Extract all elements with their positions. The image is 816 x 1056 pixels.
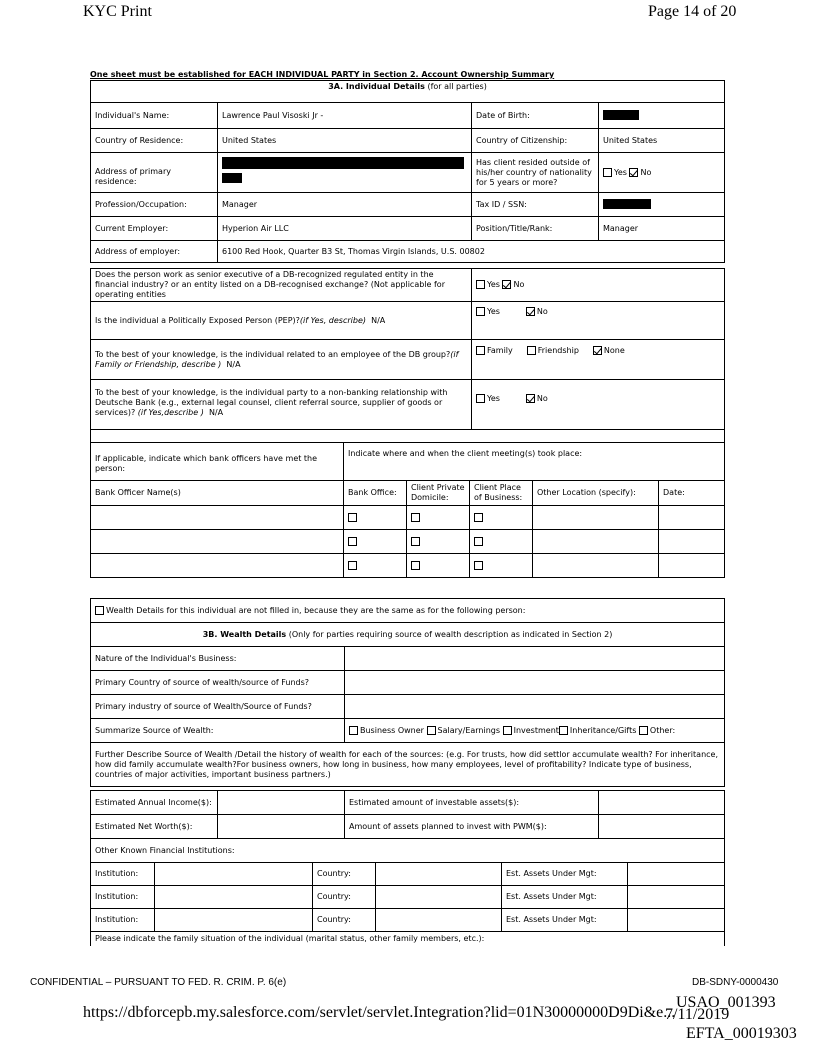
private-domicile-checkbox[interactable] — [411, 561, 420, 570]
place-of-business-checkbox[interactable] — [474, 561, 483, 570]
resided-answer — [599, 153, 725, 193]
resided-no-checkbox[interactable] — [629, 168, 638, 177]
no-label: No — [640, 167, 652, 177]
redaction-block — [222, 157, 464, 169]
est-assets-label: Est. Assets Under Mgt: — [502, 909, 628, 932]
bank-office-checkbox[interactable] — [348, 537, 357, 546]
wealth-same-checkbox[interactable] — [95, 606, 104, 615]
table-row — [91, 909, 725, 932]
institution-value[interactable] — [155, 886, 313, 909]
resided-question: Has client resided outside of his/her country of nationality for 5 years or more? — [472, 153, 599, 193]
address-label: Address of primary residence: — [91, 153, 218, 193]
est-assets-value[interactable] — [628, 886, 725, 909]
other-location-cell[interactable] — [533, 506, 659, 530]
dob-label: Date of Birth: — [472, 103, 599, 129]
institution-value[interactable] — [155, 909, 313, 932]
investable-value[interactable] — [599, 791, 725, 815]
pep-no-checkbox[interactable] — [526, 307, 535, 316]
col-date: Date: — [659, 481, 725, 506]
print-date: 7/11/2019 — [665, 1006, 730, 1023]
officer-name-cell[interactable] — [91, 506, 344, 530]
industry-source-value[interactable] — [345, 695, 725, 719]
yes-label: Yes — [487, 394, 500, 403]
page-number: Page 14 of 20 — [648, 3, 737, 20]
summarize-label: Summarize Source of Wealth: — [91, 719, 345, 743]
resided-yes-checkbox[interactable] — [603, 168, 612, 177]
individual-details-table — [90, 80, 725, 263]
place-of-business-checkbox[interactable] — [474, 537, 483, 546]
no-label: No — [536, 307, 548, 316]
position-value: Manager — [599, 217, 725, 241]
annual-income-label: Estimated Annual Income($): — [91, 791, 218, 815]
none-checkbox[interactable] — [593, 346, 602, 355]
est-assets-value[interactable] — [628, 863, 725, 886]
col-officer-name: Bank Officer Name(s) — [91, 481, 344, 506]
no-label: No — [536, 394, 548, 403]
nonbank-answer — [472, 380, 725, 430]
confidential-notice: CONFIDENTIAL – PURSUANT TO FED. R. CRIM. P. 6(e) — [30, 977, 287, 988]
employer-label: Current Employer: — [91, 217, 218, 241]
bank-office-checkbox[interactable] — [348, 513, 357, 522]
bates-number: DB-SDNY-0000430 — [692, 977, 779, 988]
country-source-label: Primary Country of source of wealth/source of Funds? — [91, 671, 345, 695]
name-value: Lawrence Paul Visoski Jr - — [218, 103, 472, 129]
investable-label: Estimated amount of investable assets($): — [345, 791, 599, 815]
other-location-cell[interactable] — [533, 530, 659, 554]
place-of-business-checkbox[interactable] — [474, 513, 483, 522]
residence-value: United States — [218, 129, 472, 153]
country-value[interactable] — [376, 863, 502, 886]
country-label: Country: — [313, 886, 376, 909]
dob-value — [599, 103, 725, 129]
employer-address-label: Address of employer: — [91, 241, 218, 263]
est-assets-value[interactable] — [628, 909, 725, 932]
other-fi-label: Other Known Financial Institutions: — [91, 839, 725, 863]
nature-value[interactable] — [345, 647, 725, 671]
senior-exec-answer — [472, 269, 725, 302]
section-3b-title: 3B. Wealth Details (Only for parties requiring source of wealth description as indicated in Section 2) — [91, 623, 725, 647]
business-owner-checkbox[interactable] — [349, 726, 358, 735]
wealth-source-table — [90, 646, 725, 787]
country-value[interactable] — [376, 909, 502, 932]
print-title: KYC Print — [83, 3, 152, 20]
private-domicile-checkbox[interactable] — [411, 537, 420, 546]
country-label: Country: — [313, 909, 376, 932]
inheritance-checkbox[interactable] — [559, 726, 568, 735]
yes-label: Yes — [487, 280, 500, 289]
plan-invest-label: Amount of assets planned to invest with PWM($): — [345, 815, 599, 839]
citizenship-label: Country of Citizenship: — [472, 129, 599, 153]
efta-number: EFTA_00019303 — [686, 1025, 797, 1042]
table-row — [91, 530, 725, 554]
col-place-of-business: Client Place of Business: — [470, 481, 533, 506]
pep-answer — [472, 302, 725, 340]
est-assets-label: Est. Assets Under Mgt: — [502, 886, 628, 909]
officer-name-cell[interactable] — [91, 530, 344, 554]
wealth-details-table — [90, 598, 725, 647]
col-private-domicile: Client Private Domicile: — [407, 481, 470, 506]
pep-yes-checkbox[interactable] — [476, 307, 485, 316]
redaction-block — [222, 173, 242, 183]
country-source-value[interactable] — [345, 671, 725, 695]
officers-label: If applicable, indicate which bank officers have met the person: — [91, 443, 344, 481]
employer-value: Hyperion Air LLC — [218, 217, 472, 241]
private-domicile-checkbox[interactable] — [411, 513, 420, 522]
other-checkbox[interactable] — [639, 726, 648, 735]
investment-checkbox[interactable] — [503, 726, 512, 735]
section-3a-title: 3A. Individual Details (for all parties) — [91, 81, 725, 103]
yes-label: Yes — [614, 167, 627, 177]
position-label: Position/Title/Rank: — [472, 217, 599, 241]
family-checkbox[interactable] — [476, 346, 485, 355]
citizenship-value: United States — [599, 129, 725, 153]
nonbank-yes-checkbox[interactable] — [476, 394, 485, 403]
nature-label: Nature of the Individual's Business: — [91, 647, 345, 671]
est-assets-label: Est. Assets Under Mgt: — [502, 863, 628, 886]
table-row — [91, 886, 725, 909]
pep-question: Is the individual a Politically Exposed Person (PEP)?(if Yes, describe) N/A — [91, 302, 472, 340]
summarize-options: Business Owner Salary/Earnings Investment Inheritance/Gifts Other: — [345, 719, 725, 743]
yes-label: Yes — [487, 307, 500, 316]
usao-number: USAO_001393 — [676, 994, 776, 1011]
profession-value: Manager — [218, 193, 472, 217]
employer-address-value: 6100 Red Hook, Quarter B3 St, Thomas Virgin Islands, U.S. 00802 — [218, 241, 725, 263]
institution-value[interactable] — [155, 863, 313, 886]
date-cell[interactable] — [659, 554, 725, 578]
industry-source-label: Primary industry of source of Wealth/Source of Funds? — [91, 695, 345, 719]
redaction-block — [603, 199, 651, 209]
nonbank-question: To the best of your knowledge, is the individual party to a non-banking relationship with Deutsche Bank (e.g., external legal counsel, client referral source, supplier of goods or services)? (if Yes,describe ) N/A — [91, 380, 472, 430]
senior-yes-checkbox[interactable] — [476, 280, 485, 289]
senior-exec-question: Does the person work as senior executive of a DB-recognized regulated entity in the financial industry? or an entity listed on a DB-recognised exchange? (Not applicable for operating entities — [91, 269, 472, 302]
bank-office-checkbox[interactable] — [348, 561, 357, 570]
table-row — [91, 554, 725, 578]
taxid-value — [599, 193, 725, 217]
income-table — [90, 790, 725, 863]
address-value — [218, 153, 472, 193]
table-row — [91, 506, 725, 530]
salary-checkbox[interactable] — [427, 726, 436, 735]
institutions-table — [90, 862, 725, 946]
senior-no-checkbox[interactable] — [502, 280, 511, 289]
redaction-block — [603, 110, 639, 120]
family-label: Family — [487, 346, 513, 355]
officer-name-cell[interactable] — [91, 554, 344, 578]
none-label: None — [603, 346, 625, 355]
institution-label: Institution: — [91, 863, 155, 886]
net-worth-value[interactable] — [218, 815, 345, 839]
further-describe-text: Further Describe Source of Wealth /Detail the history of wealth for each of the sources: (e.g. For trusts, how did settlor accumulate wealth? For inheritance, how did family accumulate wealth?For business owners, how long in business, how many employees, level of profitability? Indicate type of business, countries of major activities, important business partners.) — [91, 743, 725, 787]
institution-label: Institution: — [91, 909, 155, 932]
related-question: To the best of your knowledge, is the individual related to an employee of the DB group?(if Family or Friendship, describe ) N/A — [91, 340, 472, 380]
meeting-label: Indicate where and when the client meeting(s) took place: — [344, 443, 725, 481]
plan-invest-value[interactable] — [599, 815, 725, 839]
other-location-cell[interactable] — [533, 554, 659, 578]
residence-label: Country of Residence: — [91, 129, 218, 153]
nonbank-no-checkbox[interactable] — [526, 394, 535, 403]
questions-table — [90, 268, 725, 452]
friendship-checkbox[interactable] — [527, 346, 536, 355]
source-url[interactable]: https://dbforcepb.my.salesforce.com/servlet/servlet.Integration?lid=01N30000000D9Di&e... — [83, 1004, 676, 1021]
wealth-same-row: Wealth Details for this individual are not filled in, because they are the same as for the following person: — [91, 599, 725, 623]
family-situation-label: Please indicate the family situation of the individual (marital status, other family members, etc.): — [91, 932, 725, 946]
instruction-text: One sheet must be established for EACH INDIVIDUAL PARTY in Section 2. Account Ownership Summary — [90, 70, 555, 79]
related-answer — [472, 340, 725, 380]
name-label: Individual's Name: — [91, 103, 218, 129]
col-bank-office: Bank Office: — [344, 481, 407, 506]
date-cell[interactable] — [659, 506, 725, 530]
net-worth-label: Estimated Net Worth($): — [91, 815, 218, 839]
friendship-label: Friendship — [537, 346, 579, 355]
annual-income-value[interactable] — [218, 791, 345, 815]
profession-label: Profession/Occupation: — [91, 193, 218, 217]
meeting-table — [90, 442, 725, 578]
institution-label: Institution: — [91, 886, 155, 909]
country-label: Country: — [313, 863, 376, 886]
date-cell[interactable] — [659, 530, 725, 554]
col-other-location: Other Location (specify): — [533, 481, 659, 506]
taxid-label: Tax ID / SSN: — [472, 193, 599, 217]
country-value[interactable] — [376, 886, 502, 909]
table-row — [91, 863, 725, 886]
no-label: No — [513, 280, 525, 289]
